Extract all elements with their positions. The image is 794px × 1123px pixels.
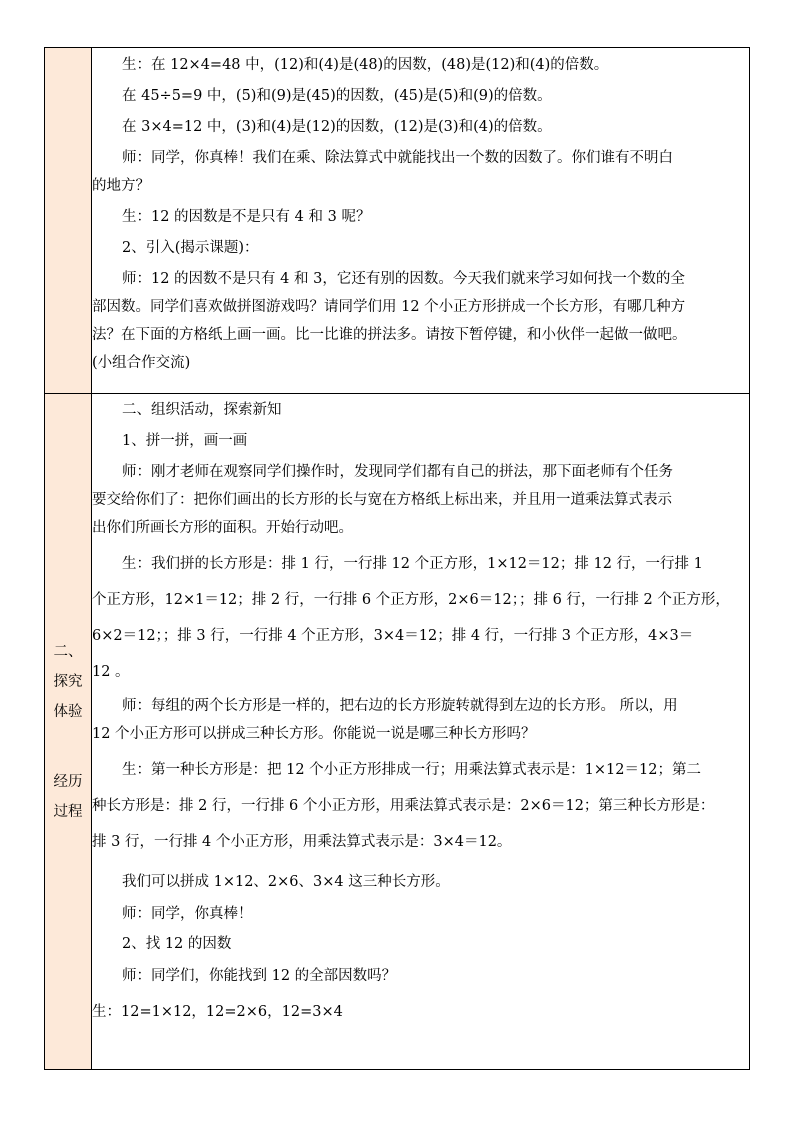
paragraph-line: 12 。 bbox=[92, 664, 130, 680]
paragraph-line: 1、拼一拼，画一画 bbox=[122, 433, 248, 449]
paragraph-line: 生：12 的因数是不是只有 4 和 3 呢？ bbox=[122, 209, 371, 225]
paragraph-line: 在 45÷5=9 中，(5)和(9)是(45)的因数，(45)是(5)和(9)的倍数。 bbox=[122, 88, 552, 104]
paragraph-line: 2、找 12 的因数 bbox=[122, 936, 232, 952]
paragraph-line: 12 个小正方形可以拼成三种长方形。你能说一说是哪三种长方形吗？ bbox=[92, 726, 536, 742]
section-2-row bbox=[45, 394, 750, 1070]
label-spacer bbox=[45, 727, 91, 767]
section-2-label-line: 二、 bbox=[53, 643, 83, 660]
paragraph-line: 2、引入(揭示课题)： bbox=[122, 240, 259, 256]
paragraph-line: 排 3 行，一行排 4 个小正方形，用乘法算式表示是：3×4＝12。 bbox=[92, 834, 512, 850]
paragraph-line: 个正方形，12×1＝12；排 2 行，一行排 6 个正方形，2×6＝12；；排 6 行，一行排 2 个正方形， bbox=[92, 592, 730, 608]
lesson-table bbox=[44, 47, 750, 1070]
section-1-content bbox=[92, 48, 750, 394]
section-2-label-line: 体验 bbox=[53, 703, 83, 720]
paragraph-line: (小组合作交流) bbox=[92, 355, 191, 371]
paragraph-line: 师：同学，你真棒！ bbox=[122, 906, 253, 922]
paragraph-line: 法？在下面的方格纸上画一画。比一比谁的拼法多。请按下暂停键，和小伙伴一起做一做吧。 bbox=[92, 327, 687, 343]
paragraph-line: 二、组织活动，探索新知 bbox=[122, 402, 282, 418]
section-2-label bbox=[45, 637, 91, 827]
paragraph-line: 师：刚才老师在观察同学们操作时，发现同学们都有自己的拼法，那下面老师有个任务 bbox=[122, 464, 673, 480]
paragraph-line: 要交给你们了：把你们画出的长方形的长与宽在方格纸上标出来，并且用一道乘法算式表示 bbox=[92, 492, 672, 508]
section-2-label-line: 经历 bbox=[53, 773, 83, 790]
paragraph-line: 生：在 12×4=48 中，(12)和(4)是(48)的因数，(48)是(12)和(4)的倍数。 bbox=[122, 57, 609, 73]
paragraph-line: 部因数。同学们喜欢做拼图游戏吗？请同学们用 12 个小正方形拼成一个长方形，有哪几种方 bbox=[92, 299, 686, 315]
paragraph-line: 生：第一种长方形是：把 12 个小正方形排成一行；用乘法算式表示是：1×12＝12；第二 bbox=[122, 762, 701, 778]
paragraph-line: 的地方？ bbox=[92, 178, 150, 194]
paragraph-line: 师：同学，你真棒！我们在乘、除法算式中就能找出一个数的因数了。你们谁有不明白 bbox=[122, 150, 673, 166]
section-2-label-line: 探究 bbox=[53, 673, 83, 690]
paragraph-line: 生：12=1×12，12=2×6，12=3×4 bbox=[92, 1004, 343, 1020]
paragraph-line: 出你们所画长方形的面积。开始行动吧。 bbox=[92, 520, 353, 536]
section-2-label-line: 过程 bbox=[53, 803, 83, 820]
paragraph-line: 6×2＝12；；排 3 行，一行排 4 个正方形，3×4＝12；排 4 行，一行排 3 个正方形，4×3＝ bbox=[92, 628, 694, 644]
paragraph-line: 师：12 的因数不是只有 4 和 3，它还有别的因数。今天我们就来学习如何找一个数的全 bbox=[122, 271, 685, 287]
section-1-label-cell bbox=[45, 48, 92, 394]
lesson-plan-page bbox=[44, 47, 750, 1070]
section-2-content bbox=[92, 394, 750, 1070]
paragraph-line: 种长方形是：排 2 行，一行排 6 个小正方形，用乘法算式表示是：2×6＝12；第三种长方形是： bbox=[92, 798, 715, 814]
paragraph-line: 在 3×4=12 中，(3)和(4)是(12)的因数，(12)是(3)和(4)的倍数。 bbox=[122, 119, 552, 135]
section-2-label-cell bbox=[45, 394, 92, 1070]
paragraph-line: 师：每组的两个长方形是一样的，把右边的长方形旋转就得到左边的长方形。 所以，用 bbox=[122, 698, 678, 714]
paragraph-line: 生：我们拼的长方形是：排 1 行，一行排 12 个正方形，1×12＝12；排 12 行，一行排 1 bbox=[122, 556, 703, 572]
section-1-row bbox=[45, 48, 750, 394]
paragraph-line: 我们可以拼成 1×12、2×6、3×4 这三种长方形。 bbox=[122, 874, 450, 890]
paragraph-line: 师：同学们，你能找到 12 的全部因数吗？ bbox=[122, 968, 397, 984]
